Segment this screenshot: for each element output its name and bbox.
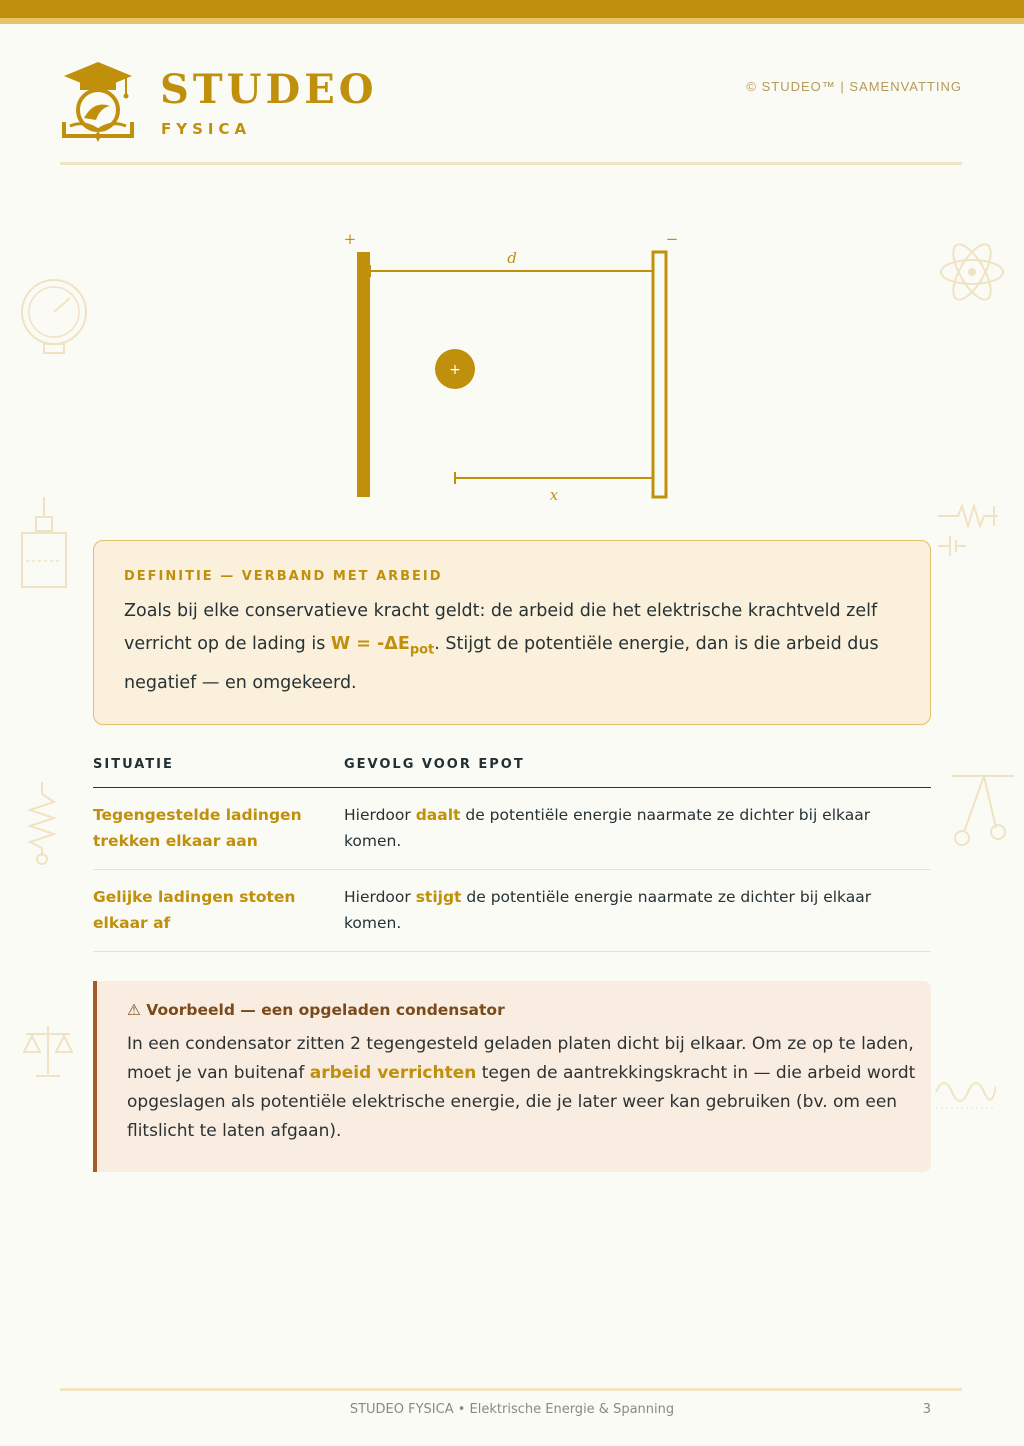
formula-main: W = -ΔE (330, 634, 410, 654)
header-meta: © STUDEO™ | SAMENVATTING (746, 79, 962, 94)
capacitor-diagram (320, 222, 720, 512)
graduation-cap-logo-icon (60, 60, 136, 144)
scales-icon (22, 1024, 74, 1080)
d-label: d (507, 249, 517, 267)
wave-icon (934, 1072, 996, 1112)
table-row (93, 788, 931, 870)
definition-text (124, 595, 914, 700)
situation-cell: Gelijke ladingen stoten elkaar af (93, 888, 296, 932)
subject-name: FYSICA (161, 120, 252, 138)
effect-cell (344, 884, 931, 936)
footer-title: STUDEO FYSICA • Elektrische Energie & Spanning (349, 1402, 675, 1417)
pendulum-icon (950, 772, 1016, 848)
column-header-effect: GEVOLG VOOR EPOT (344, 757, 525, 772)
table-header (93, 752, 931, 788)
effect-text-post: de potentiële energie naarmate ze dichter bij elkaar komen. (344, 888, 872, 932)
column-header-situation: SITUATIE (93, 757, 174, 772)
atom-icon (938, 240, 1006, 304)
effect-text-pre: Hierdoor (344, 806, 416, 824)
page-header (60, 58, 964, 164)
example-title: ⚠ Voorbeeld — een opgeladen condensator (127, 1001, 505, 1019)
example-text-part-2: tegen de aantrekkingskracht in — die arbeid wordt opgeslagen als potentiële elektrische energie, die je later weer kan gebruiken (bv. om een flitslicht te laten afgaan). (127, 1063, 916, 1141)
top-accent-bar (0, 0, 1024, 18)
footer-divider (60, 1388, 962, 1391)
comparison-table (93, 752, 931, 952)
example-box (93, 981, 931, 1172)
situation-cell: Tegengestelde ladingen trekken elkaar aan (93, 806, 302, 850)
positive-plate (357, 252, 370, 497)
effect-cell (344, 802, 931, 854)
spring-icon (26, 780, 60, 866)
effect-keyword: daalt (415, 806, 461, 824)
example-text (127, 1030, 917, 1146)
page-number: 3 (922, 1402, 931, 1417)
effect-text-post: de potentiële energie naarmate ze dichter bij elkaar komen. (344, 806, 871, 850)
definition-title: DEFINITIE — VERBAND MET ARBEID (124, 569, 443, 584)
plus-plate-label: + (343, 230, 357, 248)
definition-text-part-1: Zoals bij elke conservatieve kracht geldt: de arbeid die het elektrische krachtveld zelf verricht op de lading is (124, 601, 878, 654)
definition-box (93, 540, 931, 725)
effect-text-pre: Hierdoor (344, 888, 416, 906)
header-divider (60, 162, 962, 165)
table-row (93, 870, 931, 952)
minus-plate-label: − (665, 230, 679, 248)
example-highlight: arbeid verrichten (309, 1063, 477, 1083)
formula-subscript: pot (409, 642, 435, 658)
battery-icon (18, 495, 70, 591)
example-text-part-1: In een condensator zitten 2 tegengesteld geladen platen dicht bij elkaar. Om ze op te laden, moet je van buitenaf (127, 1034, 914, 1083)
top-accent-bar-light (0, 18, 1024, 24)
gauge-icon (18, 278, 92, 358)
brand-name: STUDEO (160, 66, 378, 113)
negative-plate (653, 252, 666, 497)
x-label: x (549, 486, 559, 504)
circuit-resistor-icon (936, 498, 1000, 560)
definition-text-part-2: . Stijgt de potentiële energie, dan is die arbeid dus negatief — en omgekeerd. (124, 634, 879, 693)
charge-label: + (449, 362, 461, 378)
work-formula (330, 634, 435, 658)
effect-keyword: stijgt (415, 888, 462, 906)
